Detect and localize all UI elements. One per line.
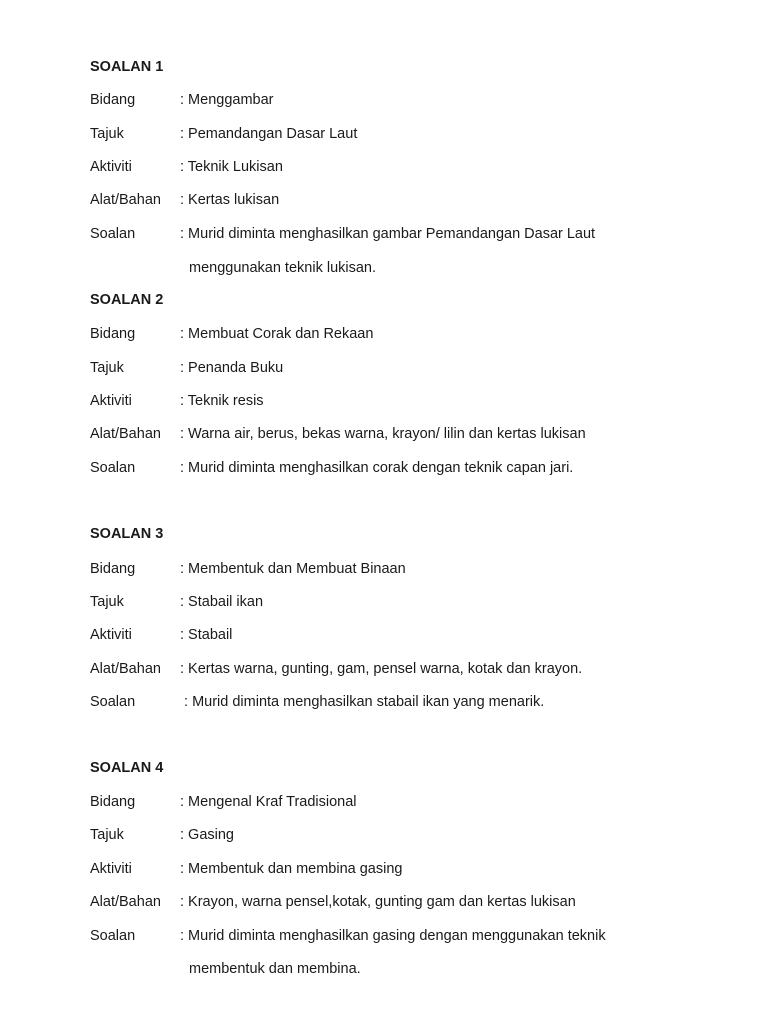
- field-value-continuation: menggunakan teknik lukisan.: [189, 260, 377, 276]
- field-value: : Stabail ikan: [180, 594, 264, 610]
- field-label: Tajuk: [90, 126, 124, 142]
- field-label: Tajuk: [90, 594, 124, 610]
- field-value: : Kertas lukisan: [180, 192, 280, 208]
- field-value: : Murid diminta menghasilkan corak dengan teknik capan jari.: [180, 460, 574, 476]
- section-heading-1: SOALAN 1: [90, 59, 164, 75]
- field-label: Bidang: [90, 92, 136, 108]
- field-label: Aktiviti: [90, 159, 132, 175]
- field-value: : Membentuk dan Membuat Binaan: [180, 561, 406, 577]
- field-value: : Murid diminta menghasilkan stabail ikan yang menarik.: [180, 694, 545, 710]
- field-value: : Mengenal Kraf Tradisional: [180, 794, 357, 810]
- field-value: : Kertas warna, gunting, gam, pensel warna, kotak dan krayon.: [180, 661, 583, 677]
- field-value: : Penanda Buku: [180, 360, 284, 376]
- field-value: : Murid diminta menghasilkan gasing dengan menggunakan teknik: [180, 928, 606, 944]
- field-value: : Menggambar: [180, 92, 274, 108]
- field-label: Alat/Bahan: [90, 426, 161, 442]
- section-heading-3: SOALAN 3: [90, 526, 164, 542]
- field-label: Bidang: [90, 794, 136, 810]
- field-value-continuation: membentuk dan membina.: [189, 961, 361, 977]
- section-heading-2: SOALAN 2: [90, 292, 164, 308]
- field-value: : Teknik resis: [180, 393, 264, 409]
- field-value: : Membuat Corak dan Rekaan: [180, 326, 374, 342]
- field-label: Soalan: [90, 460, 136, 476]
- field-label: Tajuk: [90, 360, 124, 376]
- field-label: Soalan: [90, 694, 136, 710]
- field-label: Tajuk: [90, 827, 124, 843]
- field-label: Alat/Bahan: [90, 192, 161, 208]
- field-label: Aktiviti: [90, 627, 132, 643]
- field-label: Aktiviti: [90, 861, 132, 877]
- field-value: : Teknik Lukisan: [180, 159, 283, 175]
- field-value: : Stabail: [180, 627, 233, 643]
- field-value: : Krayon, warna pensel,kotak, gunting gam dan kertas lukisan: [180, 894, 576, 910]
- field-label: Soalan: [90, 226, 136, 242]
- field-value: : Murid diminta menghasilkan gambar Pemandangan Dasar Laut: [180, 226, 596, 242]
- field-value: : Pemandangan Dasar Laut: [180, 126, 358, 142]
- field-label: Aktiviti: [90, 393, 132, 409]
- field-label: Bidang: [90, 326, 136, 342]
- field-value: : Warna air, berus, bekas warna, krayon/ lilin dan kertas lukisan: [180, 426, 586, 442]
- field-label: Bidang: [90, 561, 136, 577]
- field-value: : Membentuk dan membina gasing: [180, 861, 403, 877]
- field-label: Alat/Bahan: [90, 894, 161, 910]
- field-label: Soalan: [90, 928, 136, 944]
- section-heading-4: SOALAN 4: [90, 760, 164, 776]
- field-label: Alat/Bahan: [90, 661, 161, 677]
- field-value: : Gasing: [180, 827, 234, 843]
